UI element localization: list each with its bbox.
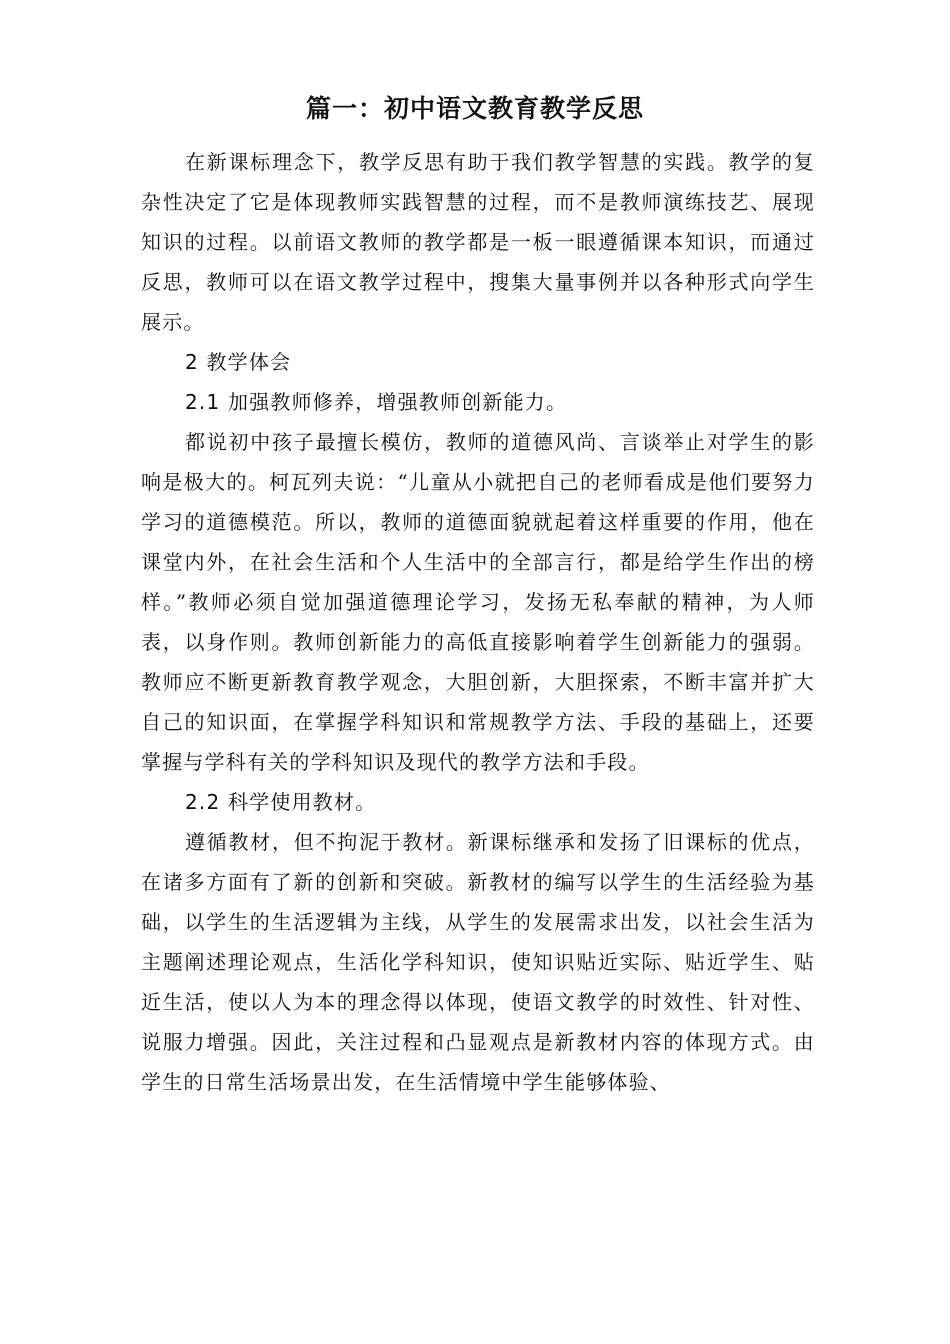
paragraph-textbook-use: 遵循教材，但不拘泥于教材。新课标继承和发扬了旧课标的优点，在诸多方面有了新的创新和突破。新教材的编写以学生的生活经验为基础，以学生的生活逻辑为主线，从学生的发展需求出发，以社会生活为主题阐述理论观点，生活化学科知识，使知识贴近实际、贴近学生、贴近生活，使以人为本的理念得以体现，使语文教学的时效性、针对性、说服力增强。因此，关注过程和凸显观点是新教材内容的体现方式。由学生的日常生活场景出发，在生活情境中学生能够体验、 [141, 830, 815, 1094]
paragraph-teacher-cultivation: 都说初中孩子最擅长模仿，教师的道德风尚、言谈举止对学生的影响是极大的。柯瓦列夫说：“儿童从小就把自己的老师看成是他们要努力学习的道德模范。所以，教师的道德面貌就起着这样重要的作用，他在课堂内外，在社会生活和个人生活中的全部言行，都是给学生作出的榜样。”教师必须自觉加强道德理论学习，发扬无私奉献的精神，为人师表，以身作则。教师创新能力的高低直接影响着学生创新能力的强弱。教师应不断更新教育教学观念，大胆创新，大胆探索，不断丰富并扩大自己的知识面，在掌握学科知识和常规教学方法、手段的基础上，还要掌握与学科有关的学科知识及现代的教学方法和手段。 [141, 430, 815, 774]
section-heading-2: 2 教学体会 [185, 350, 292, 374]
subsection-heading-2-1: 2.1 加强教师修养，增强教师创新能力。 [185, 390, 568, 414]
paragraph-intro: 在新课标理念下，教学反思有助于我们教学智慧的实践。教学的复杂性决定了它是体现教师实践智慧的过程，而不是教师演练技艺、展现知识的过程。以前语文教师的教学都是一板一眼遵循课本知识，而通过反思，教师可以在语文教学过程中，搜集大量事例并以各种形式向学生展示。 [141, 150, 815, 334]
subsection-heading-2-2: 2.2 科学使用教材。 [185, 790, 377, 814]
document-body [141, 142, 815, 1102]
document-title: 篇一：初中语文教育教学反思 [305, 94, 644, 123]
